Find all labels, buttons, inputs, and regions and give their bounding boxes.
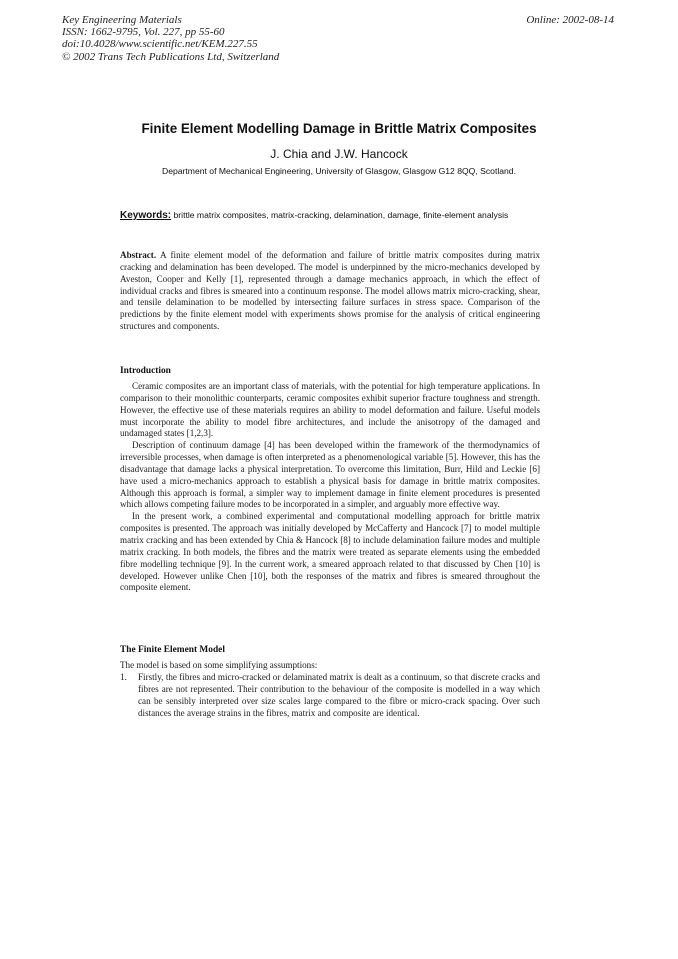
journal-name: Key Engineering Materials — [62, 14, 182, 26]
introduction-paragraph: In the present work, a combined experimental and computational modelling approach for brittle matrix composites is presented. The approach was initially developed by McCafferty and Hancock [7] to model multiple matrix cracking and has been extended by Chia & Hancock [8] to include delamination failure modes and multiple matrix cracking. In both models, the fibres and the matrix were treated as separate elements using the embedded fibre modelling technique [9]. In the current work, a smeared approach related to that discussed by Chen [10] is developed. However unlike Chen [10], both the responses of the matrix and fibres is smeared throughout the composite element. — [120, 511, 540, 593]
keywords-block — [120, 210, 540, 221]
journal-copyright: © 2002 Trans Tech Publications Ltd, Switzerland — [62, 50, 280, 63]
fem-heading: The Finite Element Model — [120, 645, 225, 655]
list-item-text: Firstly, the fibres and micro-cracked or delaminated matrix is dealt as a continuum, so that discrete cracks and fibres are not represented. Their contribution to the behaviour of the composite is modelled in a way which can be sensibly interpreted over size scales large compared to the fibre or micro-crack spacing. Over such distances the average strains in the fibres, matrix and composite are identical. — [138, 672, 540, 718]
introduction-paragraph: Ceramic composites are an important class of materials, with the potential for high temperature applications. In comparison to their monolithic counterparts, ceramic composites exhibit superior fracture toughness and strength. However, the effective use of these materials requires an ability to model deformation and failure. Useful models must incorporate the ability to model fibre architectures, and include the anisotropy of the damaged and undamaged states [1,2,3]. — [120, 381, 540, 439]
paper-title: Finite Element Modelling Damage in Brittle Matrix Composites — [141, 121, 537, 136]
paper-authors: J. Chia and J.W. Hancock — [270, 147, 408, 161]
keywords-label: Keywords: — [120, 210, 172, 221]
assumption-list — [120, 672, 540, 719]
journal-doi: doi:10.4028/www.scientific.net/KEM.227.55 — [62, 38, 258, 51]
paper-affiliation: Department of Mechanical Engineering, University of Glasgow, Glasgow G12 8QQ, Scotland. — [162, 166, 516, 176]
abstract-text: A finite element model of the deformation and failure of brittle matrix composites during matrix cracking and delamination has been developed. The model is underpinned by the micro-mechanics developed by Aveston, Cooper and Kelly [1], represented through a damage mechanics approach, in which the effect of individual cracks and fibres is smeared into a continuum response. The model allows matrix micro-cracking, shear, and tensile delamination to be modelled by intersecting failure surfaces in stress space. Comparison of the predictions by the finite element model with experiments shows promise for the analysis of critical engineering structures and components. — [120, 250, 540, 332]
keywords-text: brittle matrix composites, matrix-cracking, delamination, damage, finite-element analysis — [173, 210, 509, 220]
introduction-section — [120, 381, 540, 594]
fem-intro-text: The model is based on some simplifying assumptions: — [120, 660, 318, 670]
introduction-paragraph: Description of continuum damage [4] has been developed within the framework of the thermodynamics of irreversible processes, when damage is often interpreted as a phenomenological variable [5]. However, this has the disadvantage that damage lacks a physical interpretation. To overcome this limitation, Burr, Hild and Leckie [6] have used a micro-mechanics approach to establish a physical basis for damage in brittle matrix composites. Although this approach is formal, a simpler way to implement damage in finite element procedures is presented which allows competing failure modes to be incorporated in a simpler, and arguably more effective way. — [120, 440, 540, 510]
list-item — [120, 672, 540, 719]
introduction-heading: Introduction — [120, 366, 171, 376]
list-item-number: 1. — [120, 672, 127, 682]
journal-issn: ISSN: 1662-9795, Vol. 227, pp 55-60 — [62, 26, 225, 39]
abstract-block — [120, 250, 540, 333]
online-date: Online: 2002-08-14 — [526, 14, 614, 26]
abstract-label: Abstract. — [120, 250, 157, 260]
